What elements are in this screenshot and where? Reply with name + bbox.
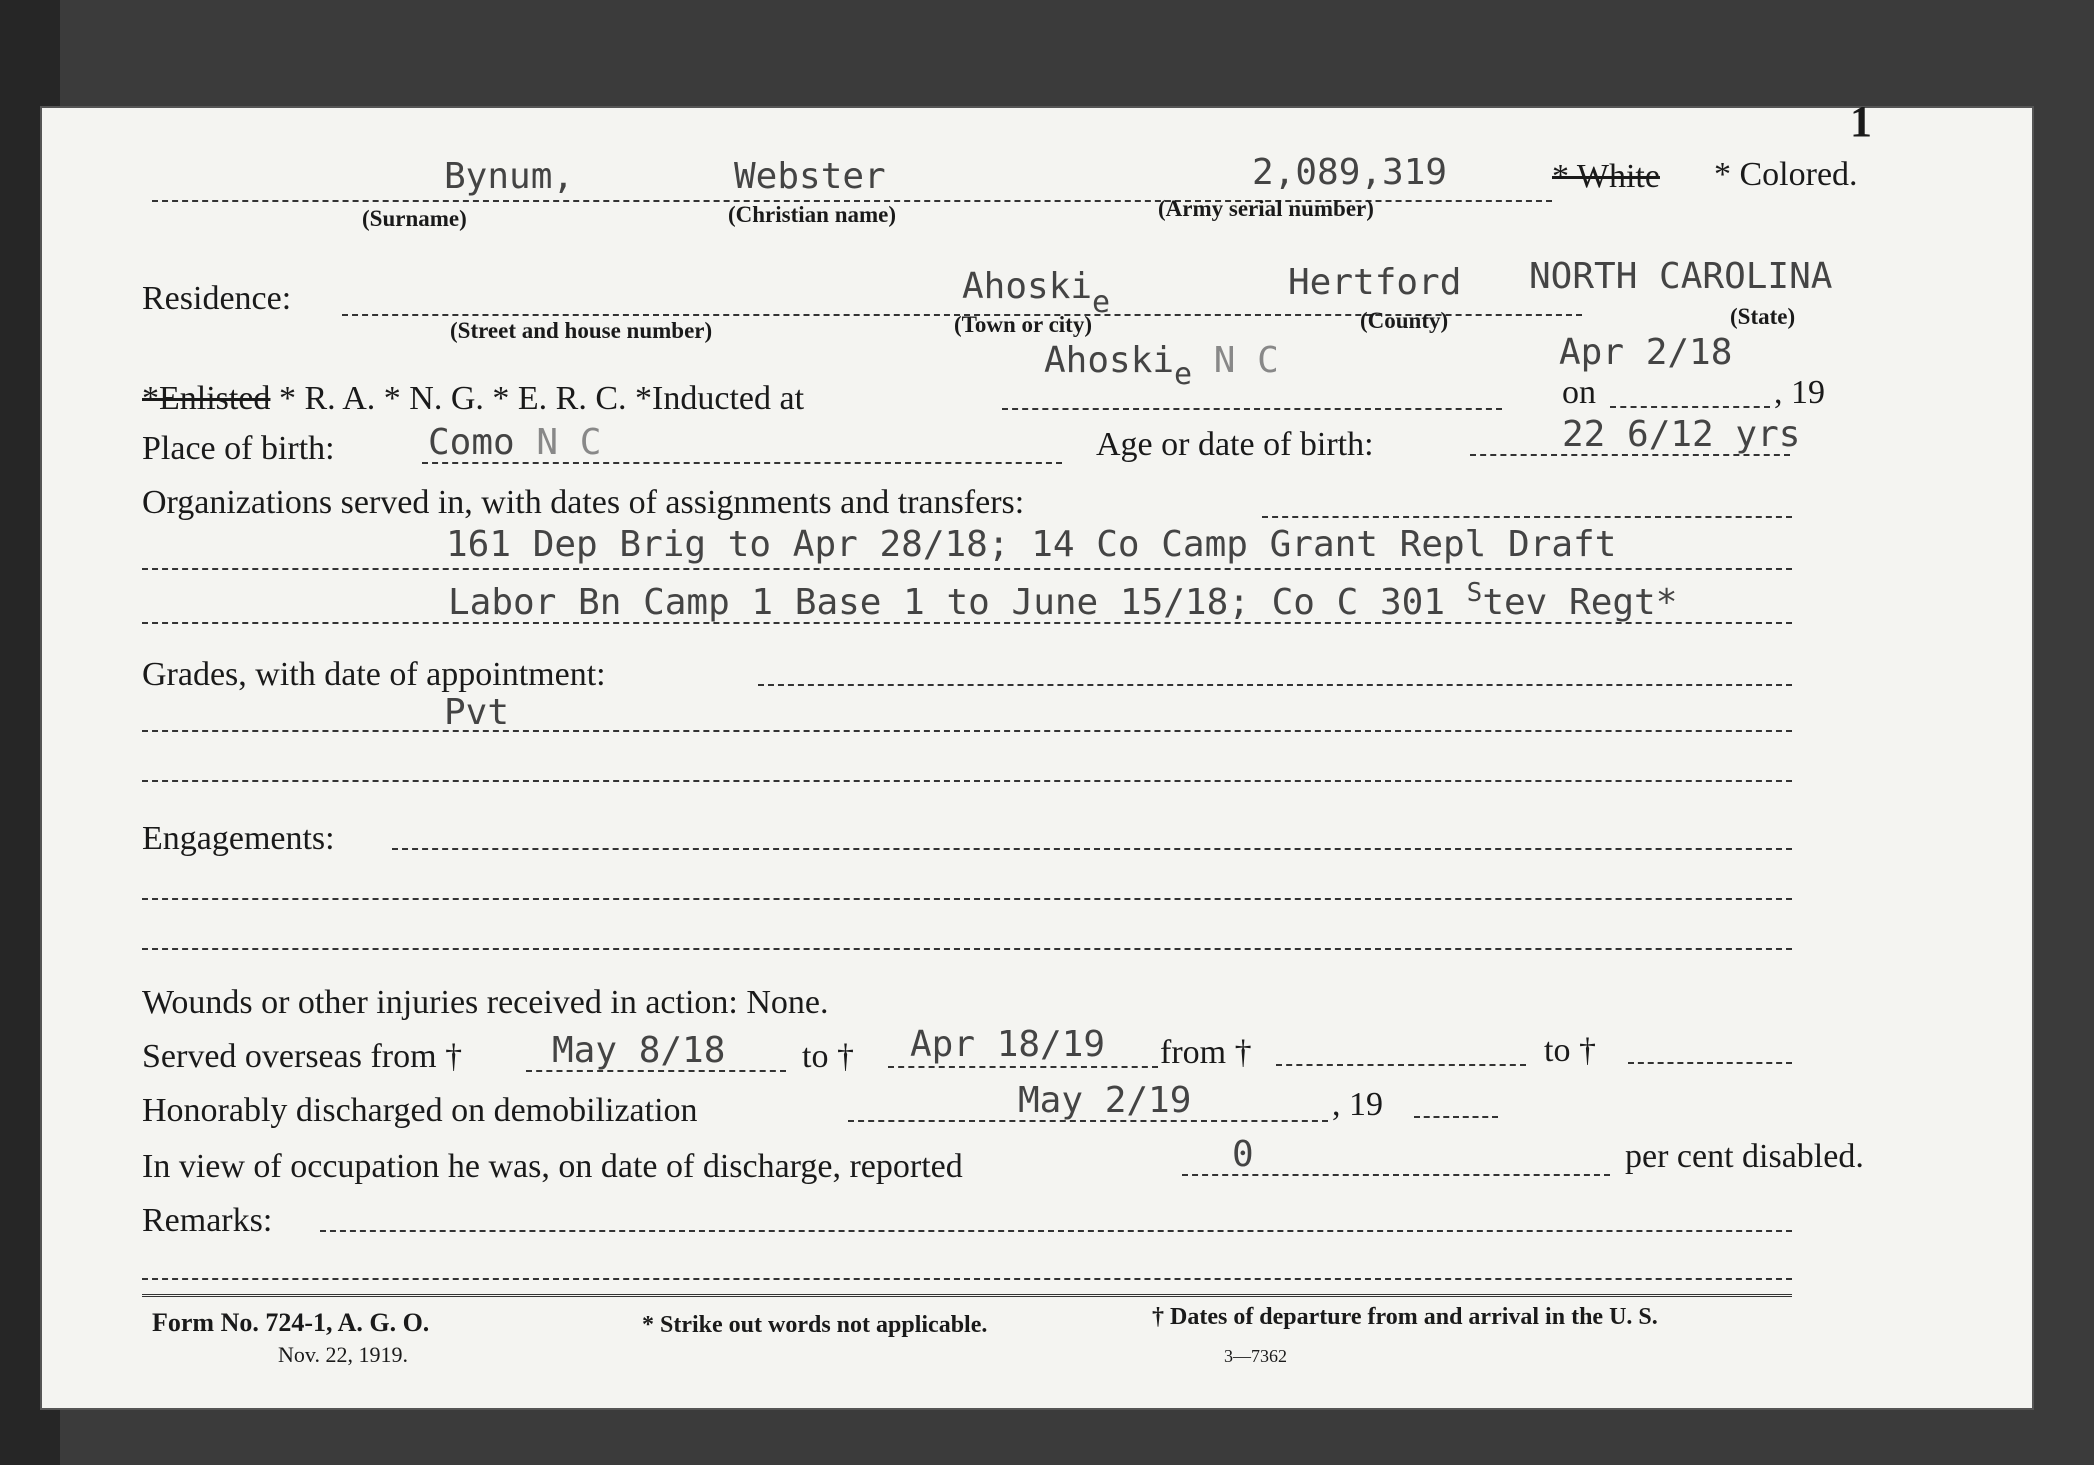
overseas-to-value: Apr 18/19 [910, 1024, 1106, 1065]
grades-line-1 [142, 730, 1792, 732]
disability-suffix: per cent disabled. [1625, 1138, 1864, 1175]
age-value: 22 6/12 yrs [1562, 414, 1801, 455]
residence-county-value: Hertford [1288, 262, 1462, 303]
overseas-dagger-2: † [836, 1038, 854, 1075]
inducted-place: Ahoski [1044, 340, 1175, 381]
overseas-dagger-4: † [1578, 1032, 1596, 1069]
organizations-line1: 161 Dep Brig to Apr 28/18; 14 Co Camp Grant Repl Draft [446, 524, 1617, 565]
organizations-line2-superscript: S [1466, 578, 1483, 608]
organizations-line2-text: Labor Bn Camp 1 Base 1 to June 15/18; Co C 301 [448, 582, 1467, 623]
inducted-at-line [1002, 408, 1502, 410]
discharge-label: Honorably discharged on demobilization [142, 1092, 698, 1129]
disability-value: 0 [1232, 1134, 1254, 1175]
form-number: Form No. 724-1, A. G. O. [152, 1308, 430, 1337]
discharge-year-label: , 19 [1332, 1086, 1383, 1123]
age-label: Age or date of birth: [1096, 426, 1374, 463]
print-code: 3—7362 [1224, 1346, 1287, 1366]
organizations-line2 [448, 578, 1677, 623]
organizations-line-0 [1262, 516, 1792, 518]
overseas-dagger-1: † [445, 1038, 463, 1075]
remarks-line-1 [142, 1278, 1792, 1280]
inducted-place-value [1044, 340, 1279, 392]
overseas-to2-line [1628, 1062, 1792, 1064]
on-label: on [1562, 374, 1596, 411]
race-colored-label: * Colored. [1714, 156, 1858, 193]
overseas-from2-label [1160, 1034, 1252, 1072]
overseas-from2-line [1276, 1064, 1526, 1066]
street-caption: (Street and house number) [450, 318, 713, 343]
race-white-label: * White [1552, 158, 1660, 195]
age-line [1470, 454, 1790, 456]
form-date: Nov. 22, 1919. [278, 1342, 408, 1367]
disability-line [1182, 1174, 1610, 1176]
engagements-line-1 [142, 898, 1792, 900]
residence-town-value [962, 266, 1111, 320]
ng-label: * N. G. [383, 380, 484, 417]
grades-line-0 [758, 684, 1792, 686]
dates-note: † Dates of departure from and arrival in the U. S. [1152, 1304, 1658, 1330]
organizations-line2-end: tev Regt* [1482, 582, 1678, 623]
footer-rule [142, 1294, 1792, 1297]
organizations-label: Organizations served in, with dates of assignments and transfers: [142, 484, 1025, 521]
enlisted-labels [142, 380, 804, 418]
birth-place-faint: N C [536, 422, 602, 463]
residence-state-value: NORTH CAROLINA [1529, 256, 1833, 297]
record-card [42, 97, 2032, 1408]
christian-name-caption: (Christian name) [728, 202, 897, 227]
grades-value: Pvt [444, 692, 510, 733]
residence-town-suffix: e [1092, 285, 1111, 320]
ra-label: * R. A. [278, 380, 376, 417]
inducted-place-suffix: e [1174, 357, 1193, 392]
surname-caption: (Surname) [362, 206, 467, 231]
remarks-line-0 [320, 1230, 1792, 1232]
organizations-line-2 [142, 622, 1792, 624]
wounds-label [142, 984, 829, 1022]
discharge-date-value: May 2/19 [1018, 1080, 1192, 1121]
grades-label: Grades, with date of appointment: [142, 656, 606, 693]
inducted-at-label: *Inducted at [635, 380, 805, 417]
serial-number-value: 2,089,319 [1252, 152, 1448, 193]
induction-date-value: Apr 2/18 [1559, 332, 1733, 373]
overseas-to-text: to [802, 1038, 829, 1075]
serial-number-caption: (Army serial number) [1158, 196, 1374, 221]
erc-label: * E. R. C. [492, 380, 627, 417]
grades-line-2 [142, 780, 1792, 782]
surname-value: Bynum, [444, 156, 575, 197]
organizations-line-1 [142, 568, 1792, 570]
engagements-label: Engagements: [142, 820, 335, 857]
inducted-place-state: N C [1213, 340, 1279, 381]
place-of-birth-line [422, 462, 1062, 464]
residence-town: Ahoski [962, 266, 1093, 307]
wounds-value: None. [746, 984, 829, 1021]
birth-place: Como [428, 422, 515, 463]
overseas-to-label [802, 1038, 854, 1076]
disability-label: In view of occupation he was, on date of discharge, reported [142, 1148, 963, 1185]
place-of-birth-value [428, 422, 601, 463]
county-caption: (County) [1360, 308, 1449, 333]
engagements-line-2 [142, 948, 1792, 950]
overseas-label [142, 1038, 462, 1076]
town-caption: (Town or city) [954, 312, 1092, 337]
induction-year-label: , 19 [1774, 374, 1825, 411]
discharge-year-line [1414, 1116, 1498, 1118]
overseas-from-line [526, 1070, 786, 1072]
overseas-dagger-3: † [1234, 1034, 1252, 1071]
overseas-to-line [888, 1066, 1158, 1068]
overseas-to2-text: to [1544, 1032, 1571, 1069]
overseas-from-value: May 8/18 [552, 1030, 726, 1071]
enlisted-label: *Enlisted [142, 380, 271, 417]
place-of-birth-label: Place of birth: [142, 430, 335, 467]
christian-name-value: Webster [734, 156, 886, 197]
state-caption: (State) [1730, 304, 1796, 329]
engagements-line-0 [392, 848, 1792, 850]
wounds-label-text: Wounds or other injuries received in action: [142, 984, 738, 1021]
overseas-to2-label [1544, 1032, 1596, 1070]
remarks-label: Remarks: [142, 1202, 273, 1239]
on-line [1610, 406, 1770, 408]
overseas-label-text: Served overseas from [142, 1038, 437, 1075]
overseas-from2-text: from [1160, 1034, 1227, 1071]
discharge-line [848, 1120, 1328, 1122]
strike-note: * Strike out words not applicable. [642, 1312, 988, 1338]
residence-label: Residence: [142, 280, 292, 317]
card-number: 1 [1850, 97, 1872, 146]
